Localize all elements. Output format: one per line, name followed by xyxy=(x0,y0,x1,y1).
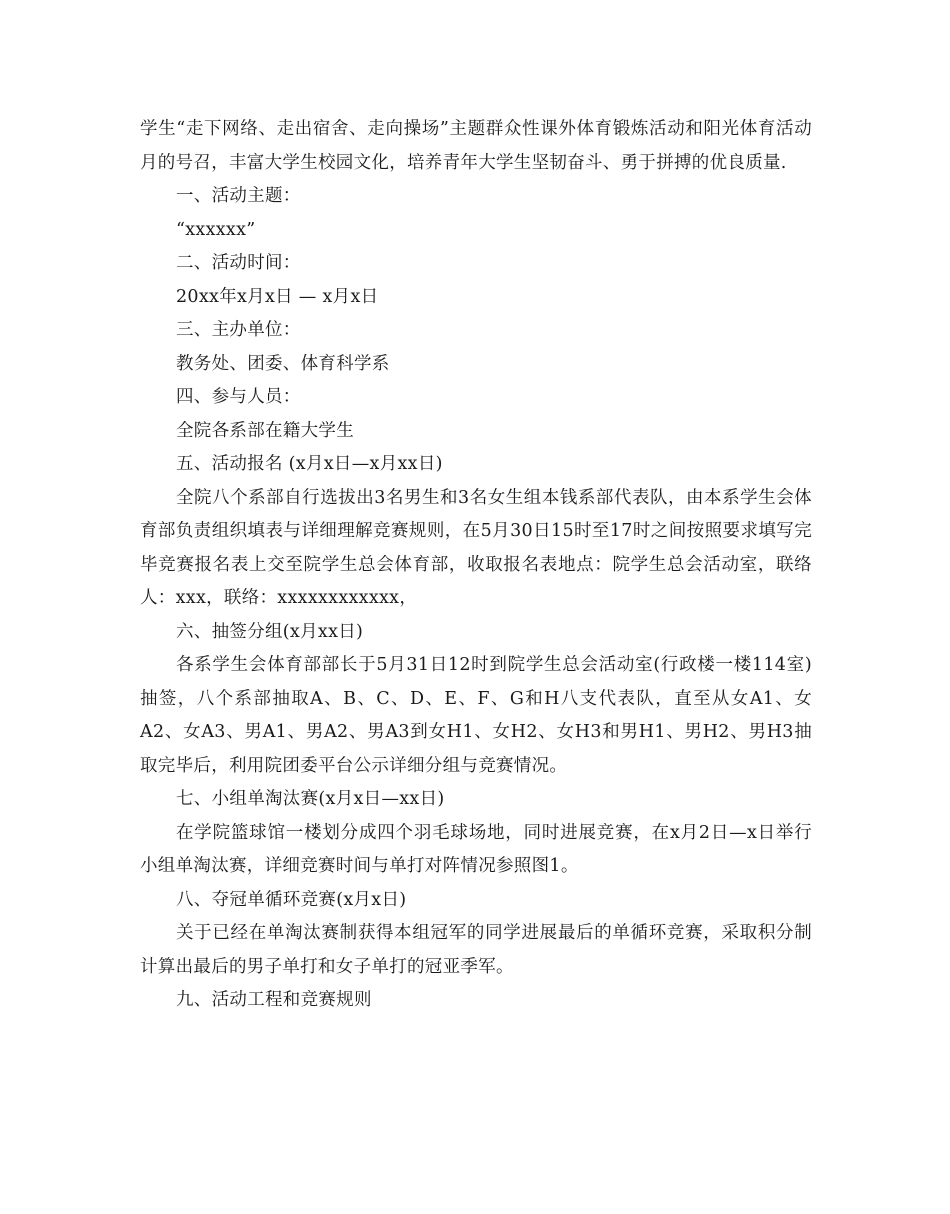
heading-participants: 四、参与人员： xyxy=(176,387,301,407)
paragraph-knockout: 在学院篮球馆一楼划分成四个羽毛球场地，同时进展竞赛，在x月2日—x日举行小组单淘汰赛，详细竞赛时间与单打对阵情况参照图1。 xyxy=(140,822,812,876)
heading-draw: 六、抽签分组(x月xx日) xyxy=(176,621,364,642)
heading-organizer: 三、主办单位： xyxy=(176,320,301,340)
time-value: 20xx年x月x日 — x月x日 xyxy=(176,286,379,307)
paragraph-intro: 学生“走下网络、走出宿舍、走向操场”主题群众性课外体育锻炼活动和阳光体育活动月的号召，丰富大学生校园文化，培养青年大学生坚韧奋斗、勇于拼搏的优良质量. xyxy=(140,119,812,173)
theme-value: “xxxxxx” xyxy=(176,219,256,240)
participants-value: 全院各系部在籍大学生 xyxy=(176,420,354,441)
heading-registration: 五、活动报名 (x月x日—x月xx日) xyxy=(176,454,443,474)
organizer-value: 教务处、团委、体育科学系 xyxy=(176,353,390,374)
paragraph-round-robin: 关于已经在单淘汰赛制获得本组冠军的同学进展最后的单循环竞赛，采取积分制计算出最后的男子单打和女子单打的冠亚季军。 xyxy=(140,923,812,977)
document-body xyxy=(140,113,812,1018)
heading-knockout: 七、小组单淘汰赛(x月x日—xx日) xyxy=(176,789,445,809)
heading-theme: 一、活动主题： xyxy=(176,186,301,206)
heading-round-robin: 八、夺冠单循环竞赛(x月x日) xyxy=(176,889,407,910)
heading-time: 二、活动时间： xyxy=(176,253,301,273)
heading-rules: 九、活动工程和竞赛规则 xyxy=(176,990,372,1010)
paragraph-registration: 全院八个系部自行选拔出3名男生和3名女生组本钱系部代表队，由本系学生会体育部负责组织填表与详细理解竞赛规则，在5月30日15时至17时之间按照要求填写完毕竞赛报名表上交至院学生总会体育部，收取报名表地点：院学生总会活动室，联络人：xxx，联络：xxxxxxxxxxxx， xyxy=(140,487,812,608)
paragraph-draw: 各系学生会体育部部长于5月31日12时到院学生总会活动室(行政楼一楼114室)抽签，八个系部抽取A、B、C、D、E、F、G和H八支代表队，直至从女A1、女A2、女A3、男A1、男A2、男A3到女H1、女H2、女H3和男H1、男H2、男H3抽取完毕后，利用院团委平台公示详细分组与竞赛情况。 xyxy=(140,655,812,776)
